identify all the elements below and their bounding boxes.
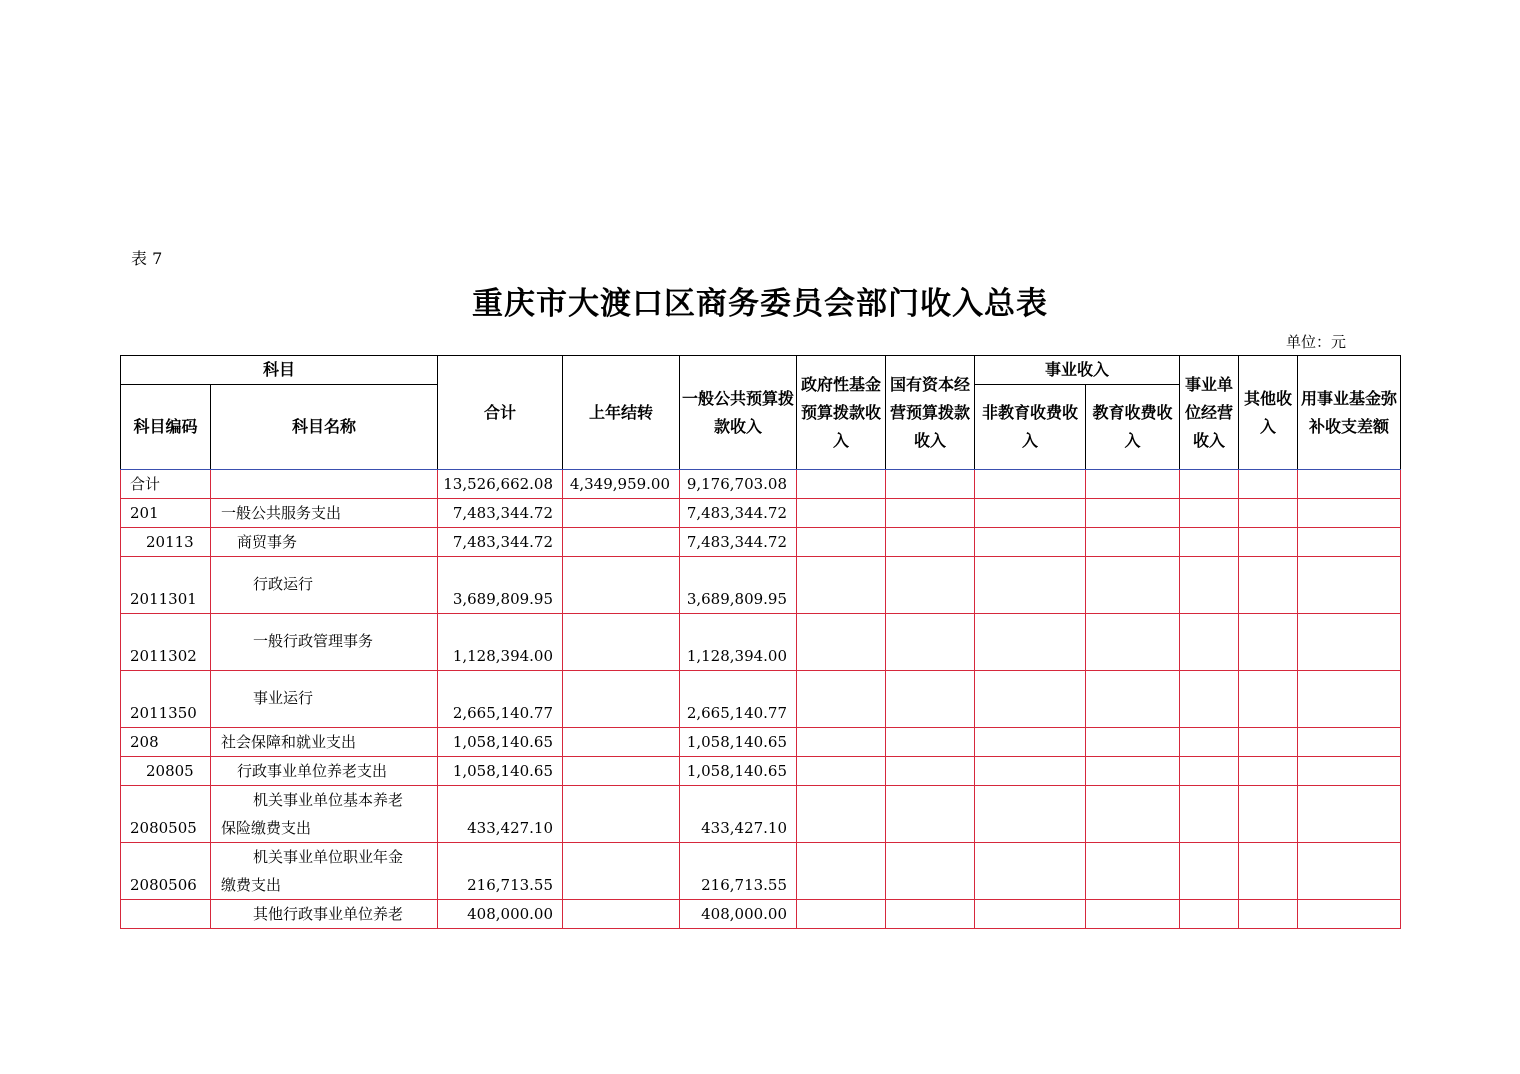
header-total: 合计 — [438, 356, 563, 470]
row-carryover — [563, 728, 680, 757]
row-name: 事业运行 — [253, 689, 314, 707]
row-code: 合计 — [121, 470, 211, 499]
row-name: 行政运行 — [253, 575, 314, 593]
row-carryover: 4,349,959.00 — [563, 470, 680, 499]
table-row — [121, 900, 1401, 929]
row-general: 1,058,140.65 — [680, 757, 797, 786]
row-code: 201 — [121, 499, 211, 528]
table-number-label: 表 7 — [131, 249, 163, 268]
table-body — [121, 470, 1401, 929]
header-career-income: 事业收入 — [975, 356, 1180, 385]
header-general-budget: 一般公共预算拨款收入 — [680, 356, 797, 470]
table-row — [121, 499, 1401, 528]
row-carryover — [563, 614, 680, 671]
header-carryover: 上年结转 — [563, 356, 680, 470]
row-carryover — [563, 671, 680, 728]
row-name: 一般公共服务支出 — [211, 499, 438, 528]
row-code: 2011302 — [121, 614, 211, 671]
row-carryover — [563, 557, 680, 614]
table-row — [121, 728, 1401, 757]
row-carryover — [563, 786, 680, 843]
row-name: 一般行政管理事务 — [253, 632, 374, 650]
row-name-cell — [211, 671, 438, 728]
row-general: 433,427.10 — [680, 786, 797, 843]
header-business-income: 事业单位经营收入 — [1180, 356, 1239, 470]
row-code: 208 — [121, 728, 211, 757]
header-subject-code: 科目编码 — [121, 385, 211, 470]
row-carryover — [563, 900, 680, 929]
page-title: 重庆市大渡口区商务委员会部门收入总表 — [472, 286, 1048, 322]
row-general: 7,483,344.72 — [680, 528, 797, 557]
row-general: 1,128,394.00 — [680, 614, 797, 671]
table-row — [121, 528, 1401, 557]
row-name-line1: 机关事业单位基本养老 — [253, 791, 404, 809]
row-name — [211, 843, 438, 900]
header-fund-offset: 用事业基金弥补收支差额 — [1298, 356, 1401, 470]
row-total: 2,665,140.77 — [438, 671, 563, 728]
row-code: 2011301 — [121, 557, 211, 614]
table-row — [121, 557, 1401, 614]
row-total: 1,128,394.00 — [438, 614, 563, 671]
row-code: 20113 — [121, 528, 211, 557]
row-name — [211, 470, 438, 499]
table-row — [121, 671, 1401, 728]
row-carryover — [563, 843, 680, 900]
unit-label: 单位：元 — [1286, 333, 1347, 351]
header-edu: 教育收费收入 — [1086, 385, 1180, 470]
row-code: 20805 — [121, 757, 211, 786]
table-header — [121, 356, 1401, 470]
row-carryover — [563, 499, 680, 528]
row-name-line2: 保险缴费支出 — [221, 819, 312, 837]
row-total: 433,427.10 — [438, 786, 563, 843]
table-row — [121, 786, 1401, 843]
table-row — [121, 614, 1401, 671]
row-name-line1: 机关事业单位职业年金 — [253, 848, 404, 866]
row-name — [211, 786, 438, 843]
row-total: 7,483,344.72 — [438, 499, 563, 528]
table-row — [121, 843, 1401, 900]
header-subject-name: 科目名称 — [211, 385, 438, 470]
row-total: 216,713.55 — [438, 843, 563, 900]
row-general: 2,665,140.77 — [680, 671, 797, 728]
row-code: 2080506 — [121, 843, 211, 900]
header-state-capital: 国有资本经营预算拨款收入 — [886, 356, 975, 470]
row-carryover — [563, 528, 680, 557]
header-subject: 科目 — [121, 356, 438, 385]
row-name: 商贸事务 — [211, 528, 438, 557]
header-other-income: 其他收入 — [1239, 356, 1298, 470]
row-carryover — [563, 757, 680, 786]
row-name: 其他行政事业单位养老 — [211, 900, 438, 929]
row-code: 2080505 — [121, 786, 211, 843]
row-name-line2: 缴费支出 — [221, 876, 282, 894]
table-row — [121, 470, 1401, 499]
row-general: 3,689,809.95 — [680, 557, 797, 614]
table-row — [121, 757, 1401, 786]
row-code: 2011350 — [121, 671, 211, 728]
header-non-edu: 非教育收费收入 — [975, 385, 1086, 470]
row-name: 社会保障和就业支出 — [211, 728, 438, 757]
row-general: 216,713.55 — [680, 843, 797, 900]
row-total: 3,689,809.95 — [438, 557, 563, 614]
row-total: 13,526,662.08 — [438, 470, 563, 499]
income-summary-table — [120, 355, 1401, 929]
row-name-cell — [211, 557, 438, 614]
row-total: 1,058,140.65 — [438, 757, 563, 786]
row-total: 1,058,140.65 — [438, 728, 563, 757]
row-code — [121, 900, 211, 929]
row-name: 行政事业单位养老支出 — [211, 757, 438, 786]
row-general: 7,483,344.72 — [680, 499, 797, 528]
row-general: 1,058,140.65 — [680, 728, 797, 757]
row-general: 9,176,703.08 — [680, 470, 797, 499]
row-name-cell — [211, 614, 438, 671]
header-gov-fund: 政府性基金预算拨款收入 — [797, 356, 886, 470]
row-total: 7,483,344.72 — [438, 528, 563, 557]
row-general: 408,000.00 — [680, 900, 797, 929]
row-total: 408,000.00 — [438, 900, 563, 929]
